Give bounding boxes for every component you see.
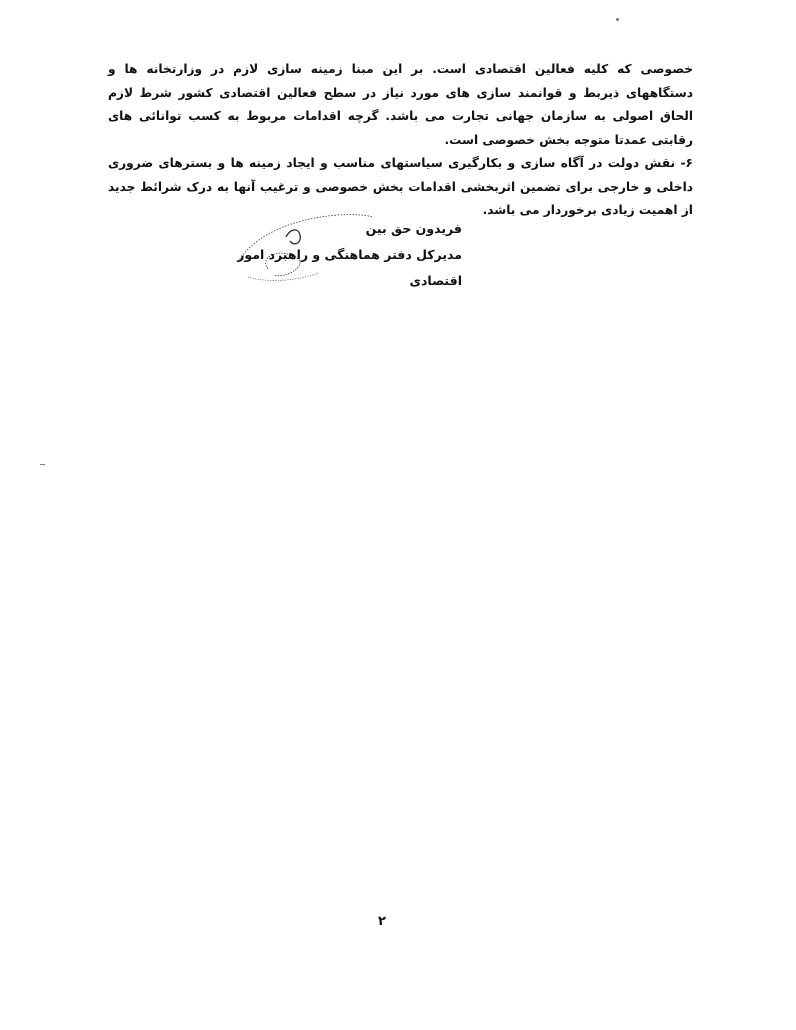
signatory-name: فریدون حق بین xyxy=(365,221,462,236)
page-number: ۲ xyxy=(378,914,386,929)
scan-mark xyxy=(40,464,45,465)
paragraph-item-6: ۶- نقش دولت در آگاه سازی و بکارگیری سیاستهای مناسب و ایجاد زمینه ها و بسترهای ضروری داخلی و خارجی برای تضمین اثربخشی اقدامات بخش خصوصی و ترغیب آنها به درک شرائط جدید از اهمیت زیادی برخوردار می باشد. xyxy=(108,156,693,217)
signatory-title: مدیرکل دفتر هماهنگی و راهبرد امور اقتصادی xyxy=(237,247,462,288)
document-body xyxy=(108,58,693,223)
signature-block xyxy=(200,216,462,294)
paragraph-continuation: خصوصی که کلیه فعالین اقتصادی است. بر این مبنا زمینه سازی لازم در وزارتخانه ها و دستگاههای ذیربط و قوانمند سازی های مورد نیاز در سطح فعالین اقتصادی کشور شرط لازم الحاق اصولی به سازمان جهانی تجارت می باشد. گرچه اقدامات مربوط به کسب توانائی های رقابتی عمدتا متوجه بخش خصوصی است. xyxy=(108,62,693,147)
scan-speck xyxy=(616,18,619,21)
